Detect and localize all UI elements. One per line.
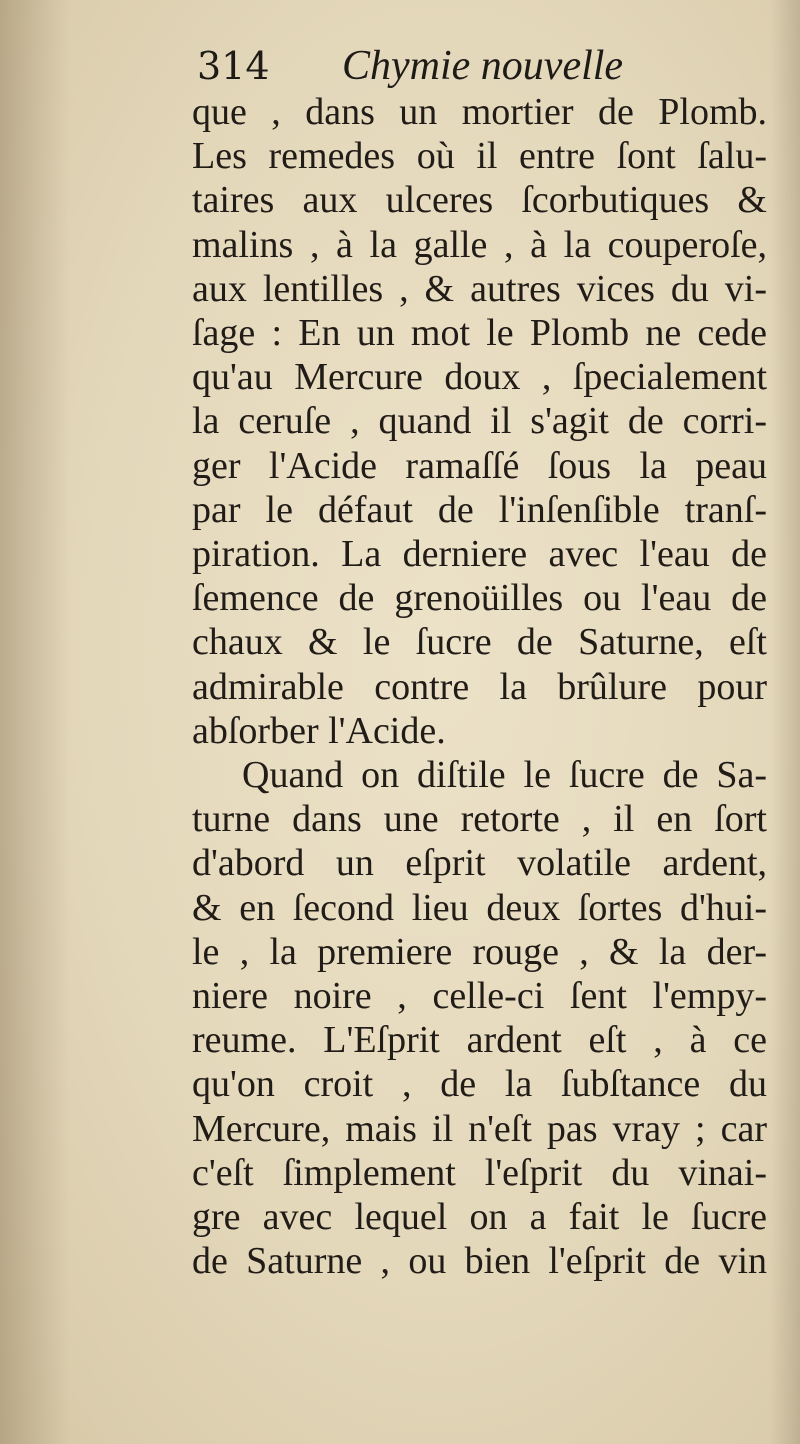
text-line: Mercure, mais il n'eſt pas vray ; car [192,1107,767,1150]
text-line: qu'au Mercure doux , ſpecialement [192,356,767,399]
text-line: turne dans une retorte , il en ſort [192,798,767,841]
paragraph-1 [192,90,767,753]
text-line: que , dans un mortier de Plomb. [192,91,767,133]
text-line: Quand on diſtile le ſucre de Sa- [242,754,767,797]
text-line: de Saturne , ou bien l'eſprit de vin [192,1240,767,1283]
text-line: abſorber l'Acide. [192,709,446,752]
gutter-shadow [0,0,70,1444]
page-edge-shadow [770,0,800,1444]
text-line: malins , à la galle , à la couperoſe, [192,223,767,266]
paragraph-2 [192,753,767,1283]
text-line: gre avec lequel on a fait le ſucre [192,1196,767,1239]
text-line: ger l'Acide ramaſſé ſous la peau [192,444,767,487]
text-line: admirable contre la brûlure pour [192,665,767,708]
text-line: taires aux ulceres ſcorbutiques & [192,179,767,222]
text-line: qu'on croit , de la ſubſtance du [192,1063,767,1106]
page-number: 314 [197,44,270,88]
text-line: ſage : En un mot le Plomb ne cede [192,312,767,355]
text-line: piration. La derniere avec l'eau de [192,533,767,576]
text-line: aux lentilles , & autres vices du vi- [192,267,767,310]
text-line: c'eſt ſimplement l'eſprit du vinai- [192,1151,767,1194]
text-line: la ceruſe , quand il s'agit de corri- [192,400,767,443]
running-title: Chymie nouvelle [342,43,624,89]
text-line: niere noire , celle-ci ſent l'empy- [192,975,767,1018]
text-line: chaux & le ſucre de Saturne, eſt [192,621,767,664]
body-text [192,90,767,1283]
text-line: & en ſecond lieu deux ſortes d'hui- [192,886,767,929]
text-line: le , la premiere rouge , & la der- [192,930,767,973]
text-line: Les remedes où il entre ſont ſalu- [192,135,767,178]
text-line: ſemence de grenoüilles ou l'eau de [192,577,767,620]
text-line: reume. L'Eſprit ardent eſt , à ce [192,1019,767,1062]
text-line: par le défaut de l'inſenſible tranſ- [192,488,767,531]
text-line: d'abord un eſprit volatile ardent, [192,842,767,885]
